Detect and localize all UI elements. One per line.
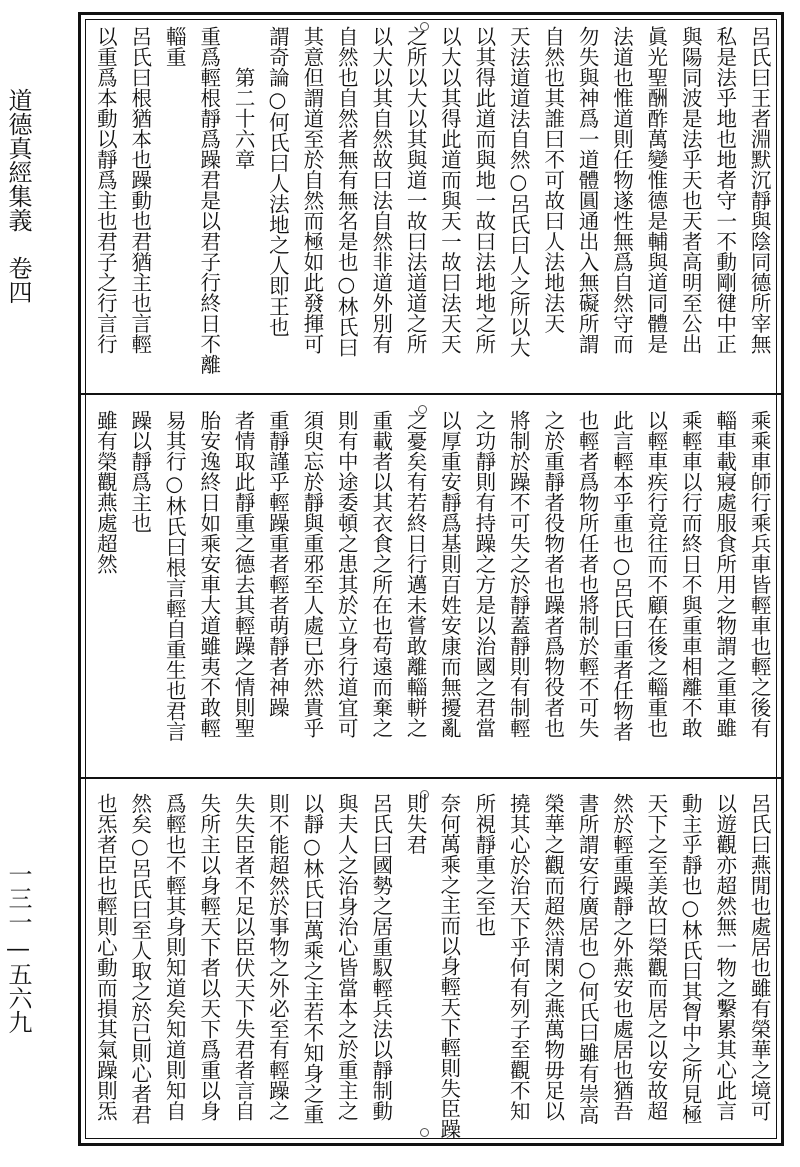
text-column: 法道也惟道則任物遂性無爲自然守而 [609, 26, 634, 354]
text-column: 易其行○林氏曰根言輕自重生也君言 [162, 410, 187, 742]
margin-book-title: 道德真經集義 卷四 [4, 88, 32, 304]
text-column: 則不能超然於事物之外必至有輕躁之 [265, 793, 290, 1121]
text-column: 失所主以身輕天下者以天下爲重以身 [196, 793, 221, 1121]
text-column: 謂奇論○何氏曰人法地之人即王也 [265, 26, 290, 337]
text-column: 爲輕也不輕其身則知道矣知道則知自 [162, 793, 187, 1121]
text-column: 所視靜重之至也 [471, 793, 496, 937]
text-column: 之憂矣有若終日行邁未嘗敢離輜軿之 [403, 410, 428, 738]
text-column: 之功靜則有持躁之方是以治國之君當 [471, 410, 496, 738]
text-column: 以輕車疾行竟往而不顧在後之輜重也 [643, 410, 668, 738]
text-column: 自然也自然者無有無名是也○林氏曰 [334, 26, 359, 358]
text-column: 以其得此道而與地一故曰法地地之所 [471, 26, 496, 354]
text-column: 輜重 [162, 26, 187, 67]
text-column: 勿失與神爲一道體圓通出入無礙所謂 [575, 26, 600, 354]
text-column: 與陽同波是法乎天也天者高明至公出 [678, 26, 703, 354]
text-column: 躁以靜爲主也 [127, 410, 152, 533]
text-column: 須臾忘於靜與重邪至人處已亦然貴乎 [299, 410, 324, 738]
text-column: 然矣○呂氏曰至人取之於已則心者君 [127, 793, 152, 1125]
text-column: 乘輕車以行而終日不與重車相離不敢 [678, 410, 703, 738]
text-column: 動主乎靜也○林氏曰其胷中之所見極 [678, 793, 703, 1125]
text-column: 以靜○林氏曰萬乘之主若不知身之重 [299, 793, 324, 1125]
text-column: 書所謂安行廣居也○何氏曰雖有崇高 [575, 793, 600, 1125]
text-column: 以遊觀亦超然無一物之繫累其心此言 [712, 793, 737, 1121]
text-column: 失失臣者不足以臣伏天下失君者言自 [231, 793, 256, 1121]
text-columns [88, 26, 776, 384]
margin-page-number: 一三一—五六九 [4, 862, 32, 1034]
text-column: 重爲輕根靜爲躁君是以君子行終日不離 [196, 26, 221, 375]
text-column: 也輕者爲物所任者也將制於輕不可失 [575, 410, 600, 738]
text-column: 呂氏曰王者淵默沉靜與陰同德所宰無 [747, 26, 772, 354]
text-column: 雖有榮觀燕處超然 [93, 410, 118, 574]
text-panel-middle [88, 410, 776, 768]
text-column: 自然也其誰曰不可故曰人法地法天 [540, 26, 565, 334]
text-column: 此言輕本乎重也○呂氏曰重者任物者 [609, 410, 634, 742]
text-column: 以厚重安靜爲基則百姓安康而無擾亂 [437, 410, 462, 738]
text-column: 天下之至美故曰榮觀而居之以安故超 [643, 793, 668, 1121]
text-column: 其意但謂道至於自然而極如此發揮可 [299, 26, 324, 354]
text-column: 以大以其得此道而與天一故曰法天天 [437, 26, 462, 354]
text-column: 榮華之觀而超然清閑之燕萬物毋足以 [540, 793, 565, 1121]
text-column: 之所以大以其與道一故曰法道道之所 [403, 26, 428, 354]
text-columns [88, 410, 776, 768]
text-column: 以大以其自然故曰法自然非道外別有 [368, 26, 393, 354]
text-column: 奈何萬乘之主而以身輕天下輕則失臣躁 [437, 793, 462, 1139]
text-column: 私是法乎地也地者守一不動剛徤中正 [712, 26, 737, 354]
text-column: 與夫人之治身治心皆當本之於重主之 [334, 793, 359, 1121]
text-column: 之於重靜者役物者也躁者爲物役者也 [540, 410, 565, 738]
text-column: 眞光聖酬酢萬變惟德是輔與道同體是 [643, 26, 668, 354]
text-column: 者情取此靜重之德去其輕躁之情則聖 [231, 410, 256, 738]
text-column: 則有中途委頓之患其於立身行道宜可 [334, 410, 359, 738]
text-column: 將制於躁不可失之於靜蓋靜則有制輕 [506, 410, 531, 738]
text-column: 也炁者臣也輕則心動而損其氣躁則炁 [93, 793, 118, 1121]
text-column: 重靜謹乎輕躁重者輕者萌靜者神躁 [265, 410, 290, 718]
text-column: 輜車載寢處服食所用之物謂之重車雖 [712, 410, 737, 738]
text-column: 則失君 [403, 793, 428, 855]
text-column: 呂氏曰國勢之居重馭輕兵法以靜制動 [368, 793, 393, 1121]
text-panel-bottom [88, 793, 776, 1139]
text-panel-top [88, 26, 776, 384]
text-column: 胎安逸終日如乘安車大道雖夷不敢輕 [196, 410, 221, 738]
text-column: 撓其心於治天下乎何有列子至觀不知 [506, 793, 531, 1121]
panel-divider-top [81, 393, 781, 395]
text-columns [88, 793, 776, 1139]
text-column: 然於輕重躁靜之外燕安也處居也猶吾 [609, 793, 634, 1121]
text-column: 重載者以其衣食之所在也苟遠而棄之 [368, 410, 393, 738]
text-column: 呂氏曰燕閒也處居也雖有榮華之境可 [747, 793, 772, 1121]
text-column: 第二十六章 [231, 26, 256, 170]
text-column: 乘乘車師行乘兵車皆輕車也輕之後有 [747, 410, 772, 738]
panel-divider-bottom [81, 777, 781, 779]
text-column: 以重爲本動以靜爲主也君子之行言行 [93, 26, 118, 354]
text-column: 天法道道法自然○呂氏曰人之所以大 [506, 26, 531, 358]
text-column: 呂氏曰根猶本也躁動也君猶主也言輕 [127, 26, 152, 354]
